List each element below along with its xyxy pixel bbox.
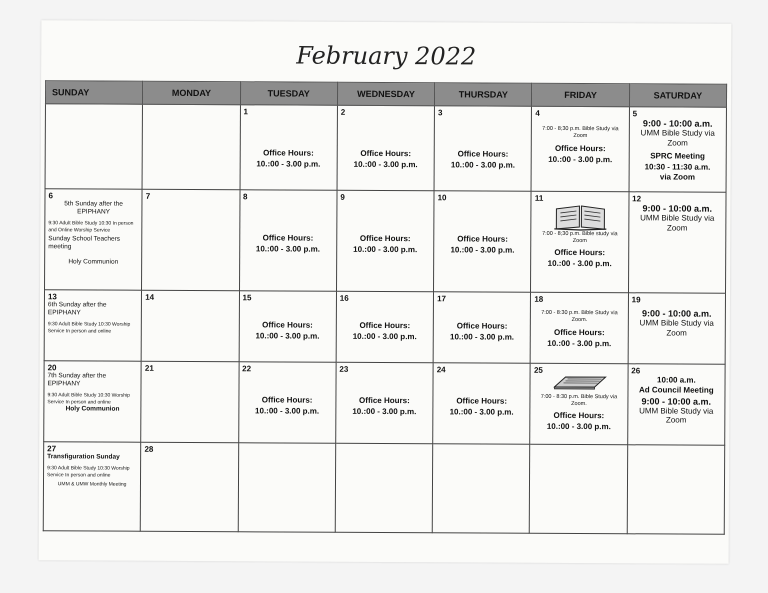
day-cell bbox=[45, 189, 143, 291]
day-cell-empty bbox=[238, 443, 336, 533]
day-number: 13 bbox=[47, 292, 57, 302]
day-number: 24 bbox=[436, 365, 446, 375]
bible-book-icon bbox=[552, 203, 608, 231]
sunday-services: 9:30 Adult Bible Study 10:30 Worship Service In person and online bbox=[47, 321, 131, 335]
day-number: 1 bbox=[243, 107, 248, 117]
day-cell-empty bbox=[142, 104, 240, 190]
day-cell bbox=[336, 190, 434, 292]
day-number: 7 bbox=[145, 191, 151, 201]
week-row bbox=[45, 104, 726, 193]
umm-umw-meeting: UMM & UMW Monthly Meeting bbox=[57, 481, 127, 488]
office-hours: Office Hours: 10.:00 - 3.00 p.m. bbox=[450, 149, 515, 170]
calendar-page bbox=[39, 20, 732, 564]
day-number: 17 bbox=[437, 294, 447, 304]
day-cell bbox=[629, 107, 727, 193]
office-hours: Office Hours: 10.:00 - 3.00 p.m. bbox=[548, 144, 613, 165]
weekday-monday: MONDAY bbox=[143, 81, 240, 105]
day-number: 26 bbox=[631, 366, 641, 376]
day-number: 18 bbox=[534, 294, 544, 304]
day-number: 16 bbox=[339, 293, 349, 303]
day-cell bbox=[240, 105, 338, 191]
bible-study-note: 7:00 - 8;30 p.m. Bible study via Zoom bbox=[542, 230, 618, 245]
weekday-sunday: SUNDAY bbox=[45, 81, 142, 105]
day-cell-empty bbox=[335, 443, 433, 533]
sprc-meeting-zoom: via Zoom bbox=[659, 172, 696, 182]
sunday-services: 9:30 Adult Bible Study 10:30 Worship Service In person and online bbox=[47, 465, 130, 479]
day-number: 12 bbox=[632, 194, 642, 204]
holy-communion: Holy Communion bbox=[68, 257, 119, 266]
day-number: 15 bbox=[242, 293, 252, 303]
day-cell bbox=[628, 293, 726, 365]
week-row bbox=[43, 442, 724, 535]
holy-communion: Holy Communion bbox=[65, 405, 120, 413]
day-number: 14 bbox=[145, 292, 155, 302]
weekday-friday: FRIDAY bbox=[532, 83, 629, 107]
sunday-teachers-meeting: Sunday School Teachers meeting bbox=[48, 235, 121, 251]
day-number: 19 bbox=[631, 295, 641, 305]
bible-study-note: UMM Bible Study via Zoom bbox=[639, 318, 714, 338]
day-number: 6 bbox=[48, 191, 53, 201]
office-hours: Office Hours: 10.:00 - 3.00 p.m. bbox=[353, 148, 418, 169]
day-number: 4 bbox=[535, 108, 540, 118]
weekday-thursday: THURSDAY bbox=[435, 83, 532, 107]
sunday-services: 9:30 Adult Bible Study 10:30 Worship Service In person and online bbox=[47, 392, 130, 406]
sprc-meeting-title: SPRC Meeting bbox=[650, 151, 705, 161]
day-cell bbox=[336, 291, 434, 363]
office-hours: Office Hours: 10.:00 - 3.00 p.m. bbox=[255, 233, 320, 254]
bible-book-icon bbox=[551, 375, 607, 391]
day-cell bbox=[44, 290, 142, 362]
ad-council-time: 10:00 a.m. bbox=[657, 375, 696, 385]
day-cell bbox=[530, 363, 628, 445]
day-cell bbox=[434, 191, 532, 293]
day-number: 10 bbox=[437, 193, 447, 203]
sprc-meeting-time: 10:30 - 11:30 a.m. bbox=[644, 161, 711, 172]
day-number: 2 bbox=[340, 107, 346, 117]
office-hours: Office Hours: 10.:00 - 3.00 p.m. bbox=[547, 248, 612, 269]
day-number: 21 bbox=[144, 363, 154, 373]
day-cell bbox=[239, 190, 337, 292]
day-number: 22 bbox=[242, 364, 252, 374]
day-number: 23 bbox=[339, 364, 349, 374]
bible-study-time: 9:00 - 10:00 a.m. bbox=[642, 203, 713, 214]
day-number: 27 bbox=[47, 444, 57, 454]
ad-council-title: Ad Council Meeting bbox=[638, 385, 714, 396]
day-cell bbox=[628, 192, 726, 294]
office-hours: Office Hours: 10.:00 - 3.00 p.m. bbox=[450, 234, 515, 255]
office-hours: Office Hours: 10.:00 - 3.00 p.m. bbox=[547, 328, 612, 349]
day-number: 25 bbox=[533, 365, 543, 375]
week-row bbox=[44, 361, 725, 446]
day-number: 9 bbox=[340, 192, 345, 202]
office-hours: Office Hours: 10.:00 - 3.00 p.m. bbox=[353, 233, 418, 254]
day-cell bbox=[238, 362, 336, 444]
day-cell bbox=[531, 191, 629, 293]
day-cell-empty bbox=[627, 445, 725, 535]
sunday-title: 5th Sunday after the EPIPHANY bbox=[64, 200, 123, 216]
office-hours: Office Hours: 10.:00 - 3.00 p.m. bbox=[546, 411, 611, 432]
office-hours: Office Hours: 10.:00 - 3.00 p.m. bbox=[449, 321, 515, 342]
day-cell bbox=[141, 442, 239, 532]
day-number: 28 bbox=[144, 444, 154, 454]
sunday-services: 9:30 Adult Bible Study 10:30 In person and Online Worship Service bbox=[48, 220, 134, 234]
bible-study-note: 7:00 - 8;30 p.m. Bible Study via Zoom bbox=[542, 125, 619, 140]
calendar-title: February 2022 bbox=[296, 41, 477, 71]
day-cell bbox=[141, 361, 239, 443]
office-hours: Office Hours: 10.:00 - 3.00 p.m. bbox=[449, 396, 514, 417]
bible-study-note: UMM Bible Study via Zoom bbox=[640, 213, 715, 233]
day-number: 3 bbox=[438, 108, 443, 118]
sunday-title: 6th Sunday after the EPIPHANY bbox=[47, 301, 107, 317]
office-hours: Office Hours: 10.:00 - 3.00 p.m. bbox=[352, 395, 417, 416]
sunday-title: 7th Sunday after the EPIPHANY bbox=[47, 372, 107, 388]
day-number: 20 bbox=[47, 363, 57, 373]
day-cell bbox=[142, 189, 240, 291]
sunday-title: Transfiguration Sunday bbox=[47, 453, 120, 461]
weekday-tuesday: TUESDAY bbox=[240, 82, 337, 106]
day-cell bbox=[433, 292, 531, 364]
day-cell bbox=[336, 362, 434, 444]
day-cell bbox=[433, 363, 531, 445]
bible-study-time: 9:00 - 10:00 a.m. bbox=[641, 308, 712, 319]
bible-study-note: UMM Bible Study via Zoom bbox=[640, 128, 715, 148]
day-cell bbox=[627, 364, 725, 446]
day-cell bbox=[43, 442, 141, 532]
office-hours: Office Hours: 10.:00 - 3.00 p.m. bbox=[255, 395, 320, 416]
day-cell bbox=[434, 106, 532, 192]
day-cell bbox=[531, 292, 629, 364]
day-cell-empty bbox=[45, 104, 143, 190]
day-number: 8 bbox=[243, 192, 248, 202]
bible-study-note: UMM Bible Study via Zoom bbox=[639, 406, 714, 425]
day-number: 5 bbox=[632, 109, 638, 119]
day-cell bbox=[337, 105, 435, 191]
week-row bbox=[45, 189, 727, 294]
day-cell bbox=[141, 290, 239, 362]
day-cell bbox=[239, 291, 337, 363]
bible-study-time: 9:00 - 10:00 a.m. bbox=[642, 118, 713, 129]
day-cell-empty bbox=[432, 444, 530, 534]
office-hours: Office Hours: 10.:00 - 3.00 p.m. bbox=[255, 320, 320, 341]
day-cell bbox=[44, 361, 142, 443]
office-hours: Office Hours: 10.:00 - 3.00 p.m. bbox=[256, 148, 321, 169]
day-cell-empty bbox=[530, 444, 628, 534]
weekday-wednesday: WEDNESDAY bbox=[337, 82, 434, 106]
weekday-saturday: SATURDAY bbox=[629, 84, 726, 108]
day-number: 11 bbox=[534, 193, 544, 203]
bible-study-time: 9:00 - 10:00 a.m. bbox=[641, 396, 712, 407]
bible-study-note: 7:00 - 8:30 p.m. Bible Study via Zoom. bbox=[541, 309, 618, 324]
week-row bbox=[44, 290, 725, 365]
bible-study-note: 7:00 - 8:30 p.m. Bible Study via Zoom. bbox=[540, 393, 618, 408]
calendar-grid bbox=[43, 80, 727, 535]
office-hours: Office Hours: 10.:00 - 3.00 p.m. bbox=[352, 320, 417, 341]
day-cell bbox=[531, 106, 629, 192]
